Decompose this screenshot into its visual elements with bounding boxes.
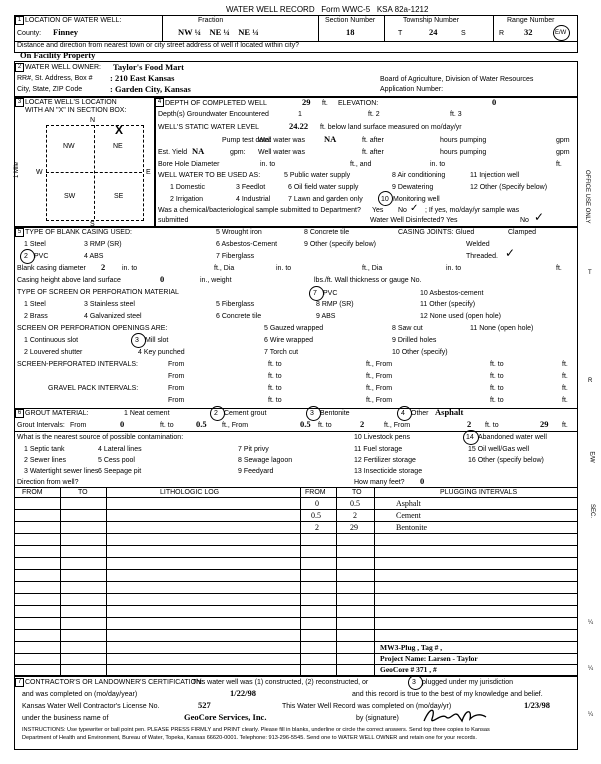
- grout-bentonite: Bentonite: [320, 410, 350, 417]
- use-selected-number: 10: [381, 196, 389, 203]
- plug-row-desc: Cement: [396, 511, 421, 520]
- address-value: : 210 East Kansas: [110, 73, 175, 83]
- depth-value: 29: [302, 97, 311, 107]
- county-value: Finney: [53, 27, 79, 37]
- distance-label: Distance and direction from nearest town or city street address of well if located within city?: [17, 42, 300, 49]
- plug-note: MW3-Plug , Tag # ,: [380, 643, 443, 652]
- plug-note: Project Name: Larsen - Taylor: [380, 654, 478, 663]
- grout-cement: Cement grout: [224, 410, 267, 417]
- section-value: 18: [346, 27, 355, 37]
- owner-value: Taylor's Food Mart: [113, 62, 184, 72]
- range-label: Range Number: [507, 17, 555, 24]
- location-label: LOCATION OF WATER WELL:: [25, 17, 122, 24]
- plug-row-desc: Asphalt: [396, 499, 421, 508]
- plug-row-from: 2: [315, 523, 319, 532]
- city-value: : Garden City, Kansas: [110, 84, 191, 94]
- section-grid: [46, 125, 144, 221]
- section-label: Section Number: [325, 17, 376, 24]
- plug-row-to: 2: [353, 511, 357, 520]
- distance-value: On Facility Property: [20, 50, 96, 60]
- instructions-text: INSTRUCTIONS: Use typewriter or ball point pen. PLEASE PRESS FIRMLY and PRINT clearly. Please fill in blanks, underline or circle the correct answers. Send top three copies to Kansas: [22, 727, 490, 733]
- form-title: WATER WELL RECORD Form WWC-5 KSA 82a-1212: [226, 5, 429, 14]
- business-name: GeoCore Services, Inc.: [184, 712, 267, 722]
- signature-scribble: [420, 703, 490, 727]
- water-well-record-form: WATER WELL RECORD Form WWC-5 KSA 82a-1212 1 LOCATION OF WATER WELL: County: Finney Fraction NW ¼ NE ¼ NE ¼ Section Number 18 Township Number T 24 S Range Number R 32 E/W Distance and direction from nearest town or city street address of well if located within city? On Facility Property 2 WATER WELL OWNER: Taylor's Food Mart RR#, St. Address, Box # : 210 East Kansas City, State, ZIP Code : Garden City, Kansas Board of Agriculture, Division of Water Resources Application Number: 3 LOCATE WELL'S LOCATION WITH AN "X" IN SECTION BOX: N S W E NW NE SW SE X 1 Mile 4 DEPTH OF COMPLETED WELL 29 ft. ELEVATION: 0 Depth(s) Groundwater Encountered 1 ft. 2 ft. 3 WELL'S STATIC WATER LEVEL 24.22 ft. below land surface measured on mo/day/yr Pump test data: Well water was NA ft. after hours pumping gpm Est. Yield NA gpm: Well water was ft. after hours pumping gpm Bore Hole Diameter in. to ft., and in. to ft. WELL WATER TO BE USED AS: 5 Public water supply 8 Air conditioning 11 Injection well 1 Domestic 3 Feedlot 6 Oil field water supply 9 Dewatering 12 Other (Specify below) 2 Irrigation 4 Industrial 7 Lawn and garden only 10 Monitoring well Was a chemical/bacteriological sample submitted to Department? Yes No ✓ ; If yes, mo/day/yr sample was submitted Water Well Disinfected? Yes No ✓ 5 TYPE OF BLANK CASING USED: 5 Wrought iron 8 Concrete tile CASING JOINTS: Glued Clamped 1 Steel 3 RMP (SR) 6 Asbestos-Cement 9 Other (specify below) Welded 2 PVC 4 ABS 7 Fiberglass Threaded. ✓ Blank casing diameter 2 in. to ft., Dia in. to ft., Dia in. to ft. Casing height above land surface 0 in., weight lbs./ft. Wall thickness or gauge No. TYPE OF SCREEN OR PERFORATION MATERIAL 7 PVC 10 Asbestos-cement 1 Steel 3 Stainless steel 5 Fiberglass 8 RMP (SR) 11 Other (specify) 2 Brass 4 Galvanized steel 6 Concrete tile 9 ABS 12 None used (open hole) SCREEN OR PERFORATION OPENINGS ARE: 5 Gauzed wrapped 8 Saw cut 11 None (open hole) 1 Continuous slot 3 Mill slot 6 Wire wrapped 9 Drilled holes 2 Louvered shutter 4 Key punched 7 Torch cut 10 Other (specify) SCREEN-PERFORATED INTERVALS: GRAVEL PACK INTERVALS: From ft. to ft., From ft. to ft. From ft. to ft., From ft. to ft. From ft. to ft., From ft. to ft. From ft. to ft., From ft. to ft. 6 GROUT MATERIAL: 1 Neat cement 2 Cement grout 3 Bentonite 4 Other Asphalt Grout Intervals: From 0 ft. to 0.5 ft., From 0.5 ft. to 2 ft., From 2 ft. to 29 ft. What is the nearest source of possible contamination: 10 Livestock pens 14 Abandoned water well 1 Septic tank 4 Lateral lines 7 Pit privy 11 Fuel storage 15 Oil well/Gas well 2 Sewer lines 5 Cess pool 8 Sewage lagoon 12 Fertilizer storage 16 Other (specify below) 3 Watertight sewer lines 6 Seepage pit 9 Feedyard 13 Insecticide storage Direction from well? How many feet? 0 FROM TO LITHOLOGIC LOG FROM TO PLUGGING INTERVALS 0 0.5 Asphalt 0.5 2 Cement 2 29 Bentonite MW3-Plug , Tag # , Project Name: Larsen - Taylor GeoCore # 371 , # 7 CONTRACTOR'S OR LANDOWNER'S CERTIFICATION: This water well was (1) constructed, (2) reconstructed, or 3 plugged under my jurisdiction and was completed on (mo/day/year) 1/22/98 and this record is true to the best of my knowledge and belief. Kansas Water Well Contractor's License No. 527 This Water Well Record was completed on (mo/day/yr) 1/23/98 under the business name of GeoCore Services, Inc. by (signature) INSTRUCTIONS: Use typewriter or ball point pen. PLEASE PRESS FIRMLY and PRINT clearly. Please fill in blanks, underline or circle the correct answers. Send top three copies to Kansas Department of Health and Environment, Bureau of Water, Topeka, Kansas 66620-0001. Telephone: 913-296-5545. Send one to WATER WELL OWNER and retain one for your records. OFFICE USE ONLY T R E/W SEC. ¼ ¼ ¼: [0, 0, 601, 764]
- section-number-1: 1: [15, 16, 24, 25]
- contamination-abandoned-well: Abandoned water well: [478, 434, 547, 441]
- plug-note: GeoCore # 371 , #: [380, 665, 437, 674]
- township-label: Township Number: [403, 17, 460, 24]
- fraction-value: NW ¼ NE ¼ NE ¼: [178, 27, 259, 37]
- completed-date: 1/22/98: [230, 688, 256, 698]
- grout-other-value: Asphalt: [435, 407, 464, 417]
- record-completed-date: 1/23/98: [524, 700, 550, 710]
- plug-row-from: 0: [315, 499, 319, 508]
- plug-row-to: 29: [350, 523, 358, 532]
- county-label: County:: [17, 30, 42, 37]
- office-use-only: OFFICE USE ONLY: [584, 170, 590, 224]
- opening-mill-slot: Mill slot: [145, 337, 169, 344]
- license-number: 527: [198, 700, 211, 710]
- location-x-mark: X: [115, 123, 124, 137]
- township-value: 24: [429, 27, 438, 37]
- plug-row-to: 0.5: [350, 499, 360, 508]
- elevation-value: 0: [492, 97, 497, 107]
- plug-row-from: 0.5: [311, 511, 321, 520]
- static-level-value: 24.22: [289, 121, 309, 131]
- fraction-label: Fraction: [198, 17, 224, 24]
- range-value: 32: [524, 27, 533, 37]
- casing-pvc: PVC: [34, 253, 49, 260]
- screen-pvc: PVC: [323, 290, 338, 297]
- plug-row-desc: Bentonite: [396, 523, 428, 532]
